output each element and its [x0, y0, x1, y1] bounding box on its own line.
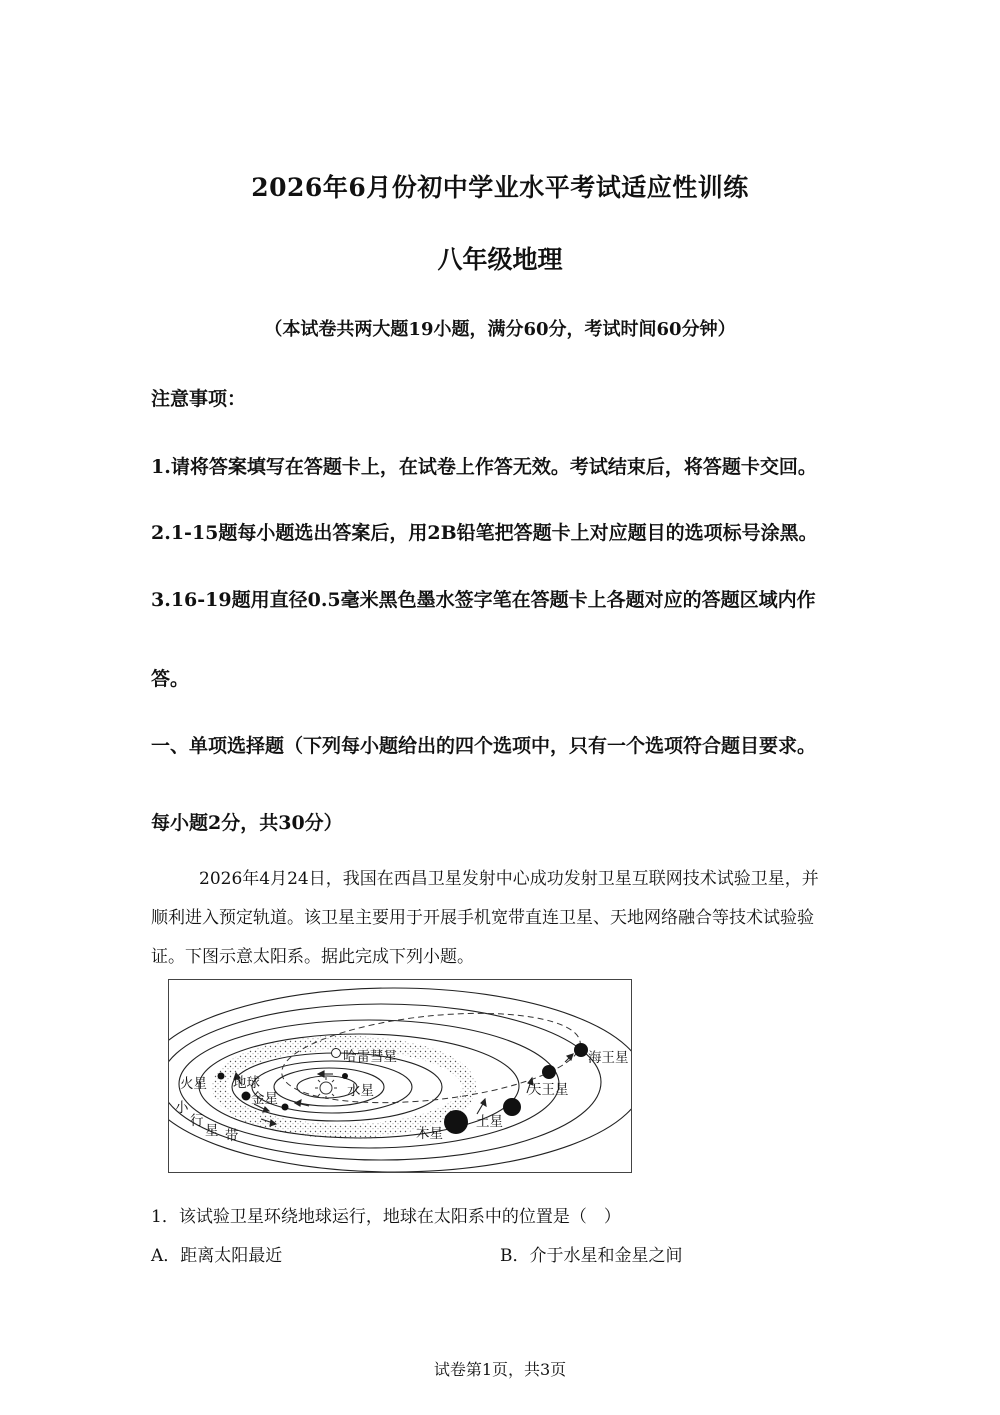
- page-footer: 试卷第1页，共3页: [433, 1360, 567, 1379]
- question-1-option-b[interactable]: B．介于水星和金星之间: [500, 1246, 683, 1266]
- asteroid-belt-label-1: 小: [175, 1100, 189, 1116]
- orbit-arrows: [234, 1054, 573, 1126]
- jupiter-label: 木星: [416, 1126, 443, 1142]
- earth-label: 地球: [233, 1075, 260, 1091]
- halley-comet: [332, 1049, 341, 1058]
- passage-line-1: 2026年4月24日，我国在西昌卫星发射中心成功发射卫星互联网技术试验卫星，并: [199, 869, 819, 889]
- exam-title: 2026年6月份初中学业水平考试适应性训练: [251, 173, 749, 202]
- notice-heading: 注意事项：: [151, 388, 247, 410]
- neptune-planet: [574, 1043, 588, 1057]
- question-1-option-a[interactable]: A．距离太阳最近: [151, 1246, 283, 1266]
- section1-heading-cont: 每小题2分，共30分）: [151, 812, 343, 834]
- earth-planet: [242, 1092, 251, 1101]
- asteroid-belt-label-3: 星: [205, 1123, 219, 1139]
- mercury-planet: [342, 1073, 348, 1079]
- subject-title: 八年级地理: [437, 245, 563, 274]
- sun-icon: [315, 1077, 337, 1099]
- question-1-stem: 1．该试验卫星环绕地球运行，地球在太阳系中的位置是（ ）: [151, 1207, 621, 1227]
- venus-label: 金星: [251, 1091, 278, 1107]
- solar-system-figure: [168, 979, 632, 1173]
- mars-label: 火星: [180, 1076, 207, 1092]
- notice-item-3: 3.16-19题用直径0.5毫米黑色墨水签字笔在答题卡上各题对应的答题区域内作: [151, 589, 816, 611]
- notice-item-3-cont: 答。: [151, 668, 190, 690]
- exam-info: （本试卷共两大题19小题，满分60分，考试时间60分钟）: [264, 319, 736, 340]
- asteroid-belt-label-2: 行: [190, 1113, 204, 1129]
- asteroid-belt-label-4: 带: [225, 1128, 239, 1144]
- uranus-label: 天王星: [528, 1082, 569, 1098]
- saturn-planet: [503, 1098, 521, 1116]
- notice-item-2: 2.1-15题每小题选出答案后，用2B铅笔把答题卡上对应题目的选项标号涂黑。: [151, 522, 818, 544]
- notice-item-1: 1.请将答案填写在答题卡上，在试卷上作答无效。考试结束后，将答题卡交回。: [151, 456, 817, 478]
- venus-planet: [282, 1104, 289, 1111]
- passage-line-2: 顺利进入预定轨道。该卫星主要用于开展手机宽带直连卫星、天地网络融合等技术试验验: [151, 908, 814, 928]
- halley-label: 哈雷彗星: [343, 1049, 397, 1065]
- section1-heading: 一、单项选择题（下列每小题给出的四个选项中，只有一个选项符合题目要求。: [151, 735, 817, 757]
- neptune-label: 海王星: [588, 1050, 629, 1066]
- uranus-planet: [542, 1065, 556, 1079]
- mars-planet: [218, 1073, 225, 1080]
- saturn-label: 土星: [476, 1114, 503, 1130]
- jupiter-planet: [444, 1110, 468, 1134]
- passage-line-3: 证。下图示意太阳系。据此完成下列小题。: [151, 947, 474, 967]
- solar-system-diagram: [169, 980, 632, 1173]
- mercury-label: 水星: [347, 1083, 374, 1099]
